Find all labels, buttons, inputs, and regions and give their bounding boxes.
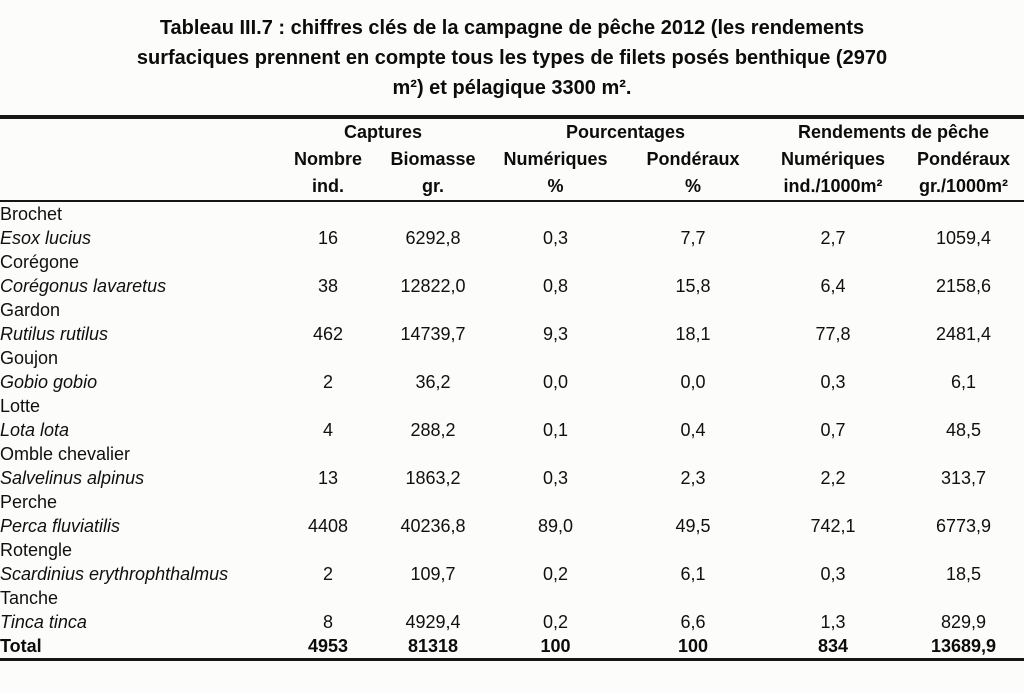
value-cell: 9,3 [542, 323, 569, 344]
value-cell: 1,3 [820, 611, 846, 632]
species-header-spacer [0, 117, 278, 146]
value-cell [903, 442, 1024, 466]
value-cell [278, 201, 378, 226]
value-cell: 2 [322, 371, 333, 392]
species-name-cell: Gobio gobio [0, 371, 98, 392]
species-header-spacer [0, 146, 278, 173]
column-header-numeriques-pct: Numériques [503, 149, 608, 169]
species-name-cell: Tanche [0, 587, 59, 608]
value-cell [763, 346, 903, 370]
value-cell [903, 586, 1024, 610]
table-row [0, 201, 1024, 226]
value-cell [488, 490, 623, 514]
value-cell: 13689,9 [930, 635, 997, 656]
value-cell: 742,1 [810, 515, 856, 536]
fish-catch-table [0, 115, 1024, 661]
value-cell: 4408 [307, 515, 349, 536]
value-cell: 8 [322, 611, 333, 632]
value-cell [763, 250, 903, 274]
value-cell: 2,3 [680, 467, 706, 488]
value-cell: 89,0 [537, 515, 574, 536]
table-row [0, 250, 1024, 274]
value-cell: 0,7 [820, 419, 846, 440]
value-cell: 7,7 [680, 227, 706, 248]
value-cell: 14739,7 [400, 323, 466, 344]
value-cell [623, 490, 763, 514]
value-cell: 0,4 [680, 419, 706, 440]
value-cell: 38 [317, 275, 339, 296]
group-header-row [0, 117, 1024, 146]
table-row [0, 586, 1024, 610]
value-cell [623, 538, 763, 562]
value-cell [378, 298, 488, 322]
value-cell [488, 538, 623, 562]
value-cell [763, 298, 903, 322]
value-cell [623, 250, 763, 274]
value-cell: 18,5 [945, 563, 982, 584]
value-cell [488, 298, 623, 322]
species-name-cell: Corégonus lavaretus [0, 275, 167, 296]
column-header-row [0, 146, 1024, 173]
value-cell [903, 346, 1024, 370]
table-row [0, 274, 1024, 298]
value-cell: 2,2 [820, 467, 846, 488]
value-cell: 2,7 [820, 227, 846, 248]
species-name-cell: Tinca tinca [0, 611, 87, 632]
species-name-cell: Corégone [0, 251, 80, 272]
value-cell [763, 201, 903, 226]
value-cell: 0,0 [542, 371, 569, 392]
table-row [0, 346, 1024, 370]
value-cell [278, 442, 378, 466]
table-row [0, 562, 1024, 586]
value-cell: 829,9 [940, 611, 987, 632]
value-cell [488, 250, 623, 274]
species-name-cell: Goujon [0, 347, 59, 368]
value-cell [763, 394, 903, 418]
value-cell [903, 394, 1024, 418]
species-name-cell: Lota lota [0, 419, 70, 440]
value-cell [278, 250, 378, 274]
caption-line-2: surfaciques prennent en compte tous les types de filets posés benthique (2970 [136, 47, 888, 69]
species-name-cell: Gardon [0, 299, 61, 320]
unit-header-pct-1: % [488, 173, 623, 201]
value-cell: 100 [677, 635, 709, 656]
value-cell [278, 490, 378, 514]
value-cell: 36,2 [415, 371, 451, 392]
value-cell: 6,6 [680, 611, 706, 632]
value-cell: 81318 [407, 635, 459, 656]
value-cell: 0,3 [542, 467, 569, 488]
value-cell [623, 298, 763, 322]
value-cell [378, 346, 488, 370]
value-cell: 0,3 [820, 563, 846, 584]
value-cell: 1059,4 [935, 227, 992, 248]
value-cell: 6,1 [951, 371, 977, 392]
table-row [0, 514, 1024, 538]
unit-header-gr-1000m2: gr./1000m² [903, 173, 1024, 201]
species-name-cell: Scardinius erythrophthalmus [0, 563, 229, 584]
table-caption [0, 0, 1024, 103]
table-row [0, 466, 1024, 490]
species-name-cell: Esox lucius [0, 227, 92, 248]
table-row [0, 370, 1024, 394]
column-header-nombre: Nombre [293, 149, 362, 169]
value-cell: 13 [317, 467, 339, 488]
value-cell [623, 586, 763, 610]
table-row [0, 322, 1024, 346]
value-cell [623, 201, 763, 226]
value-cell: 462 [312, 323, 344, 344]
value-cell [488, 201, 623, 226]
value-cell [903, 298, 1024, 322]
unit-header-gr: gr. [378, 173, 488, 201]
table-row [0, 298, 1024, 322]
value-cell: 12822,0 [400, 275, 466, 296]
unit-header-pct-2: % [623, 173, 763, 201]
column-header-ponderaux-pct: Pondéraux [646, 149, 740, 169]
value-cell [488, 442, 623, 466]
total-row [0, 634, 1024, 660]
value-cell: 6,1 [680, 563, 706, 584]
value-cell: 0,3 [542, 227, 569, 248]
value-cell: 77,8 [815, 323, 851, 344]
value-cell: 100 [540, 635, 571, 656]
value-cell [623, 394, 763, 418]
value-cell: 18,1 [675, 323, 711, 344]
value-cell [378, 442, 488, 466]
value-cell [278, 538, 378, 562]
value-cell: 48,5 [945, 419, 982, 440]
value-cell: 0,8 [542, 275, 569, 296]
value-cell: 0,3 [820, 371, 846, 392]
species-name-cell: Perche [0, 491, 58, 512]
value-cell [903, 490, 1024, 514]
value-cell [378, 250, 488, 274]
value-cell [278, 346, 378, 370]
value-cell [278, 586, 378, 610]
value-cell [378, 538, 488, 562]
value-cell: 40236,8 [400, 515, 466, 536]
value-cell: 109,7 [410, 563, 456, 584]
table-row [0, 226, 1024, 250]
value-cell: 49,5 [675, 515, 711, 536]
value-cell: 0,0 [680, 371, 706, 392]
group-header-pourcentages: Pourcentages [565, 122, 686, 142]
value-cell: 2481,4 [935, 323, 992, 344]
species-name-cell: Rotengle [0, 539, 73, 560]
value-cell: 0,2 [542, 563, 569, 584]
value-cell [903, 201, 1024, 226]
species-name-cell: Rutilus rutilus [0, 323, 109, 344]
value-cell: 16 [317, 227, 339, 248]
group-header-rendements: Rendements de pêche [797, 122, 990, 142]
value-cell [378, 201, 488, 226]
value-cell: 2158,6 [935, 275, 992, 296]
table-row [0, 610, 1024, 634]
value-cell: 6292,8 [405, 227, 461, 248]
group-header-captures: Captures [343, 122, 423, 142]
value-cell: 834 [817, 635, 849, 656]
value-cell [488, 586, 623, 610]
table-row [0, 442, 1024, 466]
value-cell: 4 [322, 419, 333, 440]
value-cell: 2 [322, 563, 333, 584]
value-cell [378, 490, 488, 514]
value-cell: 313,7 [940, 467, 987, 488]
species-name-cell: Perca fluviatilis [0, 515, 121, 536]
value-cell [278, 394, 378, 418]
value-cell: 1863,2 [405, 467, 461, 488]
value-cell: 6,4 [820, 275, 846, 296]
caption-line-1: Tableau III.7 : chiffres clés de la campagne de pêche 2012 (les rendements [159, 17, 865, 39]
species-name-cell: Lotte [0, 395, 41, 416]
value-cell [763, 586, 903, 610]
column-header-ponderaux-rdt: Pondéraux [917, 149, 1011, 169]
value-cell [623, 346, 763, 370]
species-name-cell: Omble chevalier [0, 443, 131, 464]
value-cell [488, 394, 623, 418]
value-cell [623, 442, 763, 466]
unit-header-ind: ind. [278, 173, 378, 201]
value-cell [763, 538, 903, 562]
value-cell: 288,2 [410, 419, 456, 440]
value-cell: 0,1 [542, 419, 569, 440]
value-cell [378, 394, 488, 418]
table-row [0, 490, 1024, 514]
value-cell [488, 346, 623, 370]
value-cell: 4953 [307, 635, 349, 656]
unit-header-row [0, 173, 1024, 201]
unit-header-ind-1000m2: ind./1000m² [763, 173, 903, 201]
value-cell [903, 250, 1024, 274]
table-row [0, 394, 1024, 418]
column-header-biomasse: Biomasse [390, 149, 476, 169]
species-name-cell: Salvelinus alpinus [0, 467, 145, 488]
value-cell [903, 538, 1024, 562]
value-cell: 15,8 [675, 275, 711, 296]
column-header-numeriques-rdt: Numériques [781, 149, 886, 169]
value-cell: 0,2 [542, 611, 569, 632]
caption-line-3: m²) et pélagique 3300 m². [392, 77, 632, 99]
value-cell [278, 298, 378, 322]
value-cell [763, 442, 903, 466]
table-row [0, 538, 1024, 562]
species-name-cell: Total [0, 635, 42, 656]
table-row [0, 418, 1024, 442]
value-cell [378, 586, 488, 610]
table-body [0, 201, 1024, 660]
species-name-cell: Brochet [0, 203, 63, 224]
value-cell [763, 490, 903, 514]
value-cell: 6773,9 [935, 515, 992, 536]
value-cell: 4929,4 [405, 611, 461, 632]
species-header-spacer [0, 173, 278, 201]
